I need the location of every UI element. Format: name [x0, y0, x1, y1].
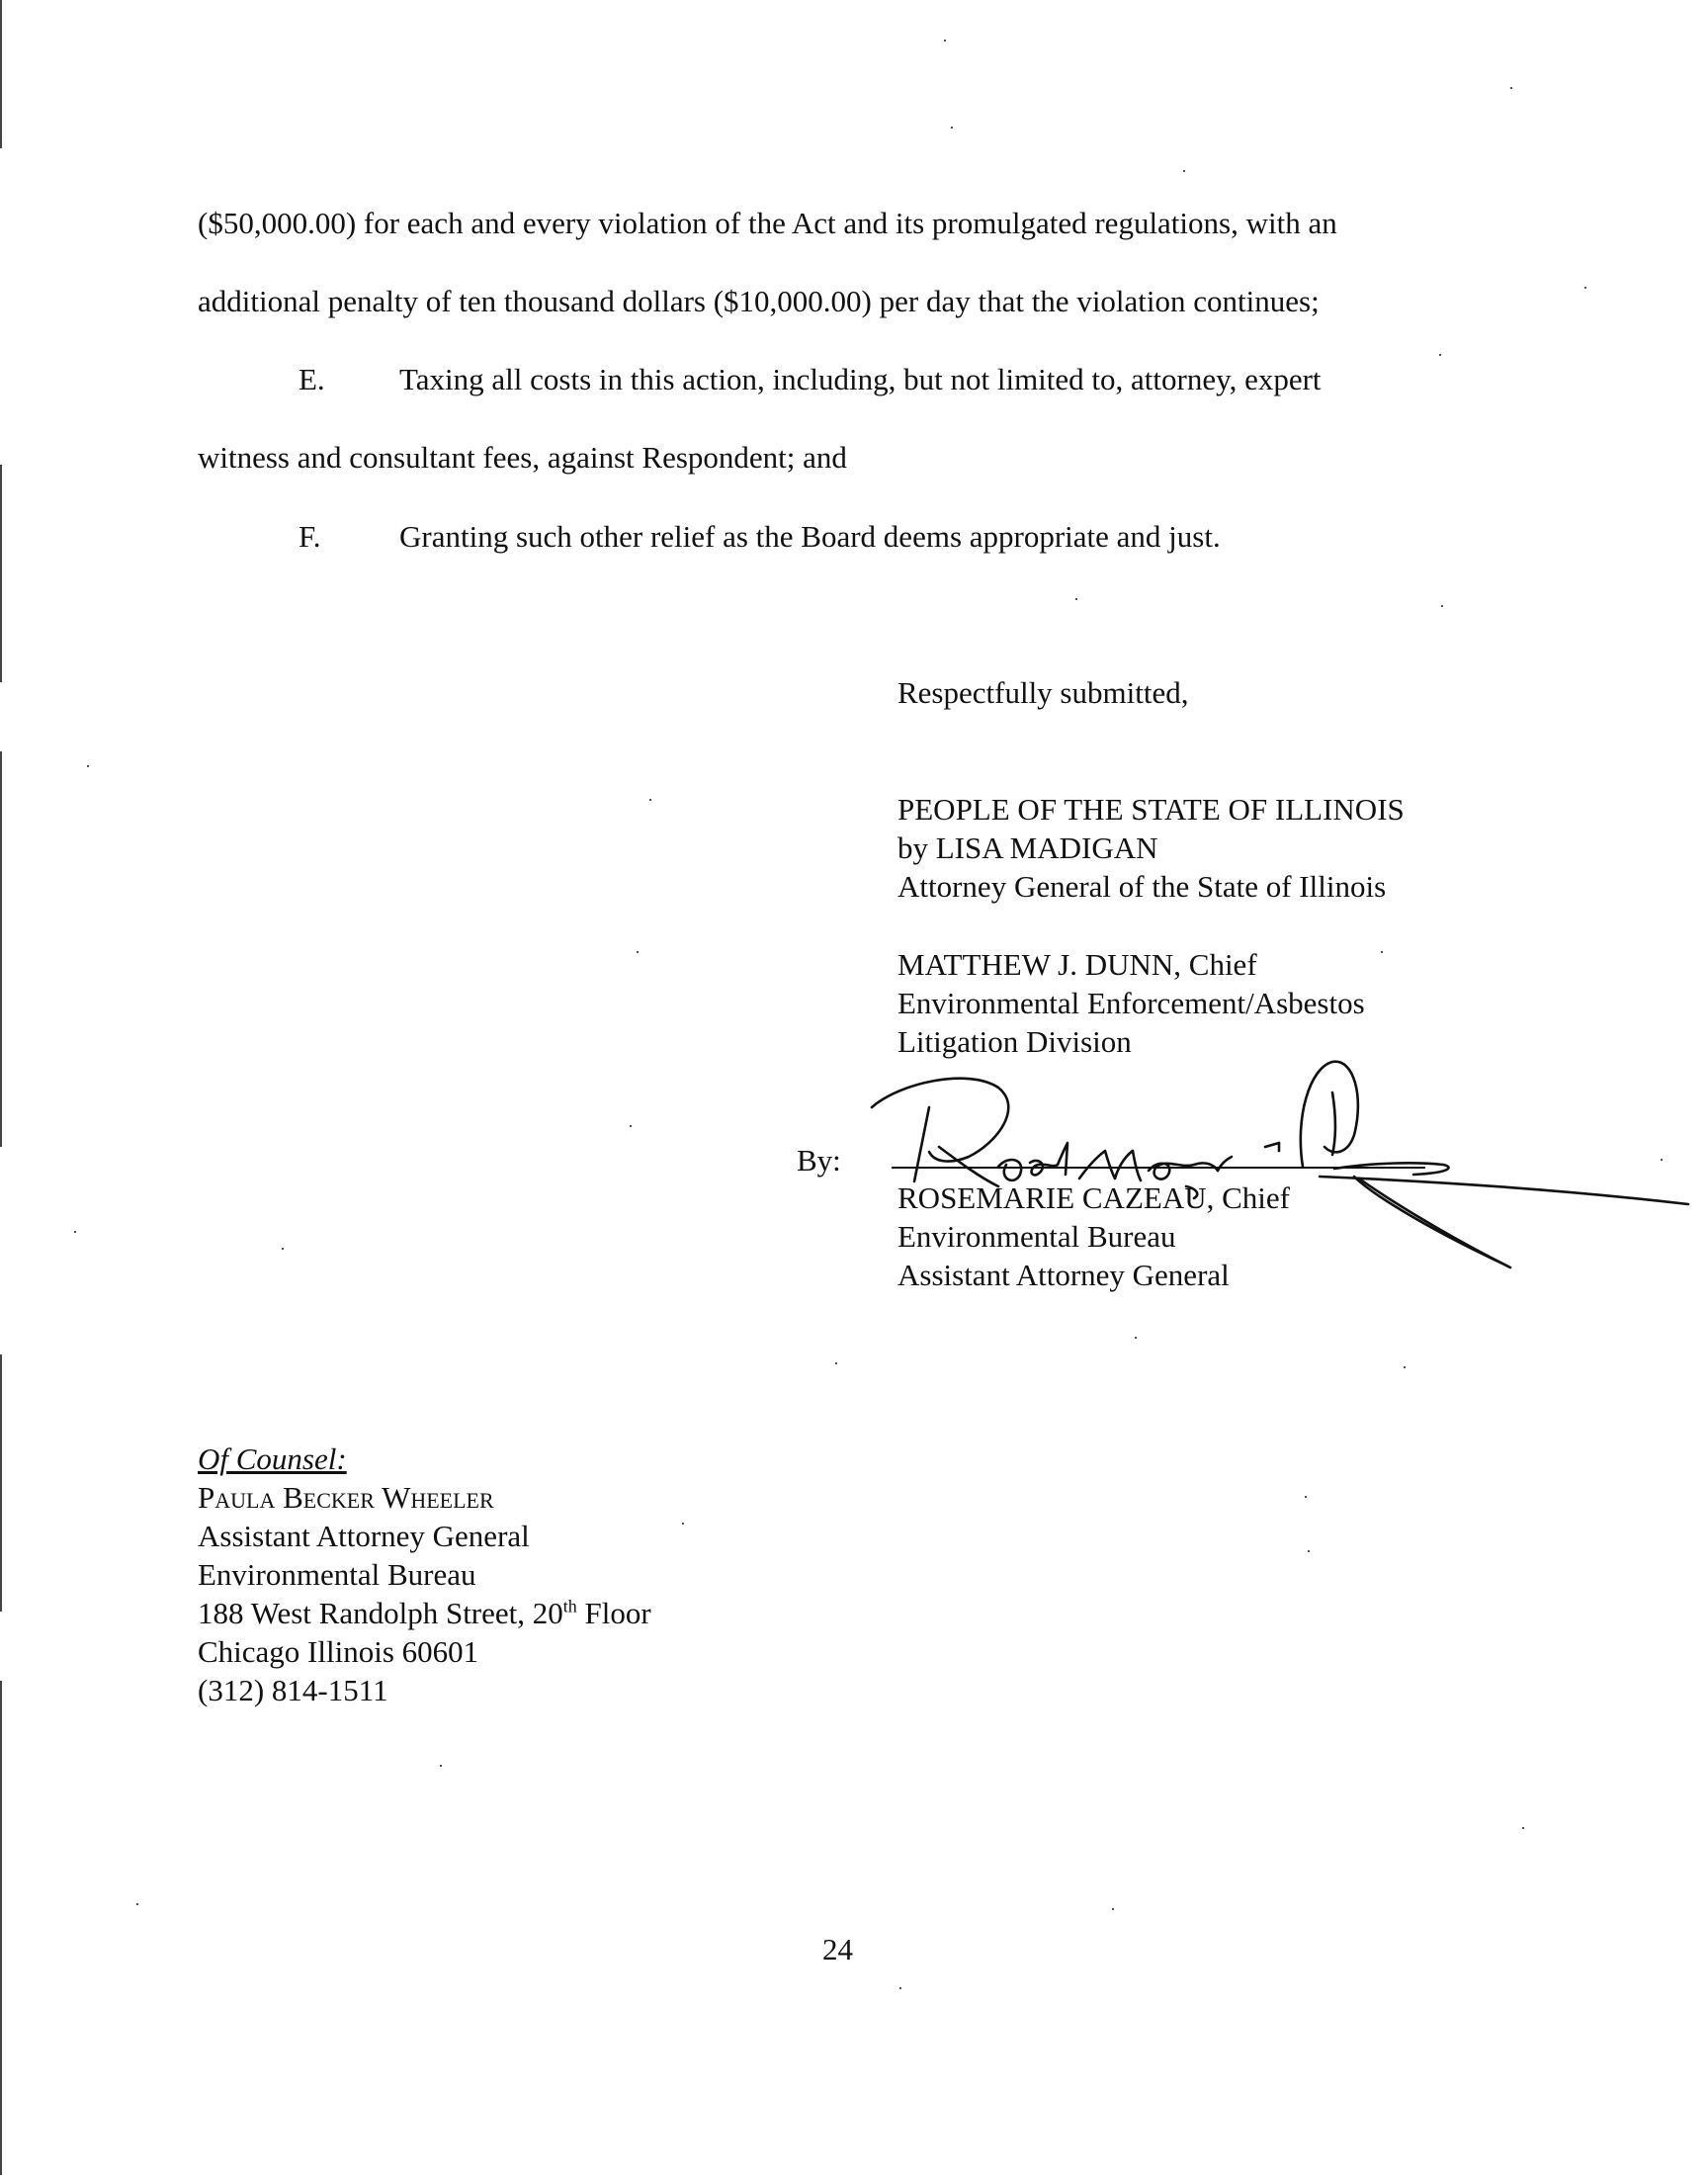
scan-speck — [1404, 1366, 1406, 1368]
scan-speck — [1381, 951, 1383, 953]
address-ordinal-suffix: th — [562, 1596, 577, 1616]
division-line-2: Litigation Division — [897, 1024, 1132, 1059]
item-e-letter: E. — [299, 362, 325, 396]
signer-bureau: Environmental Bureau — [897, 1219, 1176, 1254]
party-name: PEOPLE OF THE STATE OF ILLINOIS — [897, 792, 1405, 827]
scan-speck — [637, 951, 639, 953]
scan-speck — [1441, 605, 1443, 607]
scan-speck — [1075, 598, 1077, 600]
scan-edge-mark — [0, 0, 2, 148]
address-floor-text: Floor — [576, 1596, 651, 1630]
body-line-1: ($50,000.00) for each and every violation of the Act and its promulgated regulations, with an — [198, 206, 1337, 240]
scan-speck — [1522, 1827, 1524, 1829]
scan-speck — [87, 765, 89, 767]
page-number: 24 — [822, 1932, 853, 1966]
counsel-title: Assistant Attorney General — [198, 1519, 530, 1553]
closing: Respectfully submitted, — [897, 675, 1189, 710]
scan-speck — [630, 1125, 632, 1127]
scan-speck — [899, 1987, 901, 1989]
scan-speck — [1510, 87, 1512, 89]
scan-speck — [1183, 170, 1185, 172]
counsel-city: Chicago Illinois 60601 — [198, 1634, 479, 1669]
scan-speck — [944, 40, 946, 42]
scan-speck — [440, 1765, 442, 1767]
signer-name: ROSEMARIE CAZEAU, Chief — [897, 1180, 1290, 1215]
scan-edge-mark — [0, 751, 2, 1147]
scan-speck — [1305, 1496, 1307, 1498]
item-f-letter: F. — [299, 519, 321, 554]
signer-title: Assistant Attorney General — [897, 1258, 1230, 1292]
scan-edge-mark — [0, 465, 2, 682]
address-street-text: 188 West Randolph Street, 20 — [198, 1596, 563, 1630]
scan-speck — [74, 1231, 76, 1233]
division-line-1: Environmental Enforcement/Asbestos — [897, 986, 1365, 1020]
counsel-bureau: Environmental Bureau — [198, 1557, 476, 1592]
counsel-phone: (312) 814-1511 — [198, 1673, 388, 1707]
item-e-continuation: witness and consultant fees, against Respondent; and — [198, 440, 847, 475]
counsel-name: Paula Becker Wheeler — [198, 1480, 494, 1515]
attorney-general: by LISA MADIGAN — [897, 830, 1158, 865]
scan-speck — [136, 1903, 138, 1905]
scan-speck — [682, 1523, 684, 1525]
scan-speck — [1112, 1908, 1114, 1910]
scan-edge-mark — [0, 1681, 2, 2175]
body-line-2: additional penalty of ten thousand dollars ($10,000.00) per day that the violation continues; — [198, 284, 1320, 318]
chief-name: MATTHEW J. DUNN, Chief — [897, 947, 1257, 982]
scan-speck — [1439, 354, 1441, 356]
item-f-text: Granting such other relief as the Board deems appropriate and just. — [399, 519, 1221, 554]
attorney-general-title: Attorney General of the State of Illinois — [897, 869, 1387, 904]
counsel-address-street — [198, 1594, 651, 1633]
scan-speck — [951, 127, 953, 129]
scan-speck — [282, 1248, 284, 1250]
scan-speck — [1135, 1337, 1137, 1339]
scan-speck — [835, 1362, 837, 1364]
item-e-text: Taxing all costs in this action, including, but not limited to, attorney, expert — [399, 362, 1322, 396]
of-counsel-heading: Of Counsel: — [198, 1441, 347, 1476]
scan-speck — [649, 799, 651, 801]
scan-edge-mark — [0, 1354, 2, 1612]
by-label: By: — [797, 1143, 841, 1178]
handwritten-signature — [860, 1048, 1690, 1305]
scan-speck — [1308, 1550, 1310, 1552]
scan-speck — [1584, 287, 1586, 289]
